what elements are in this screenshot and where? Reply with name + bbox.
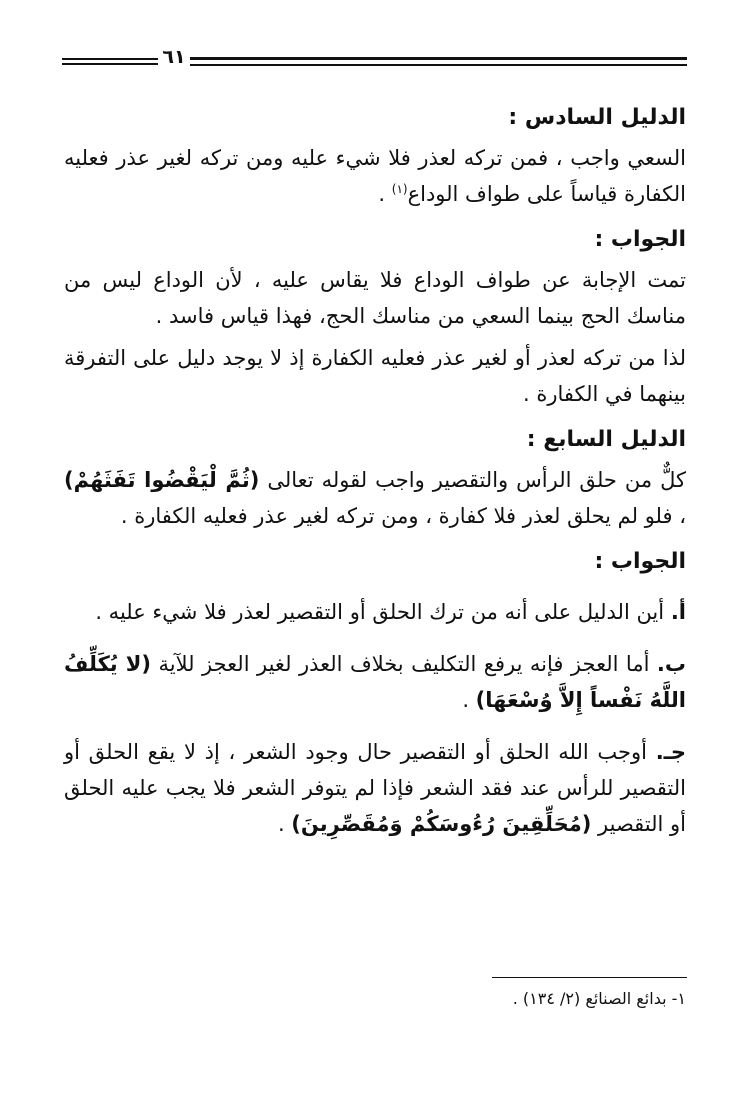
answer-seven-point-b — [64, 646, 686, 718]
header-rule-right-thick — [190, 57, 687, 60]
paragraph-answer-six-2: لذا من تركه لعذر أو لغير عذر فعليه الكفارة إذ لا يوجد دليل على التفرقة بينهما في الكفارة . — [64, 346, 686, 406]
header-rule-right-thin — [190, 64, 687, 66]
evidence-six-end: . — [378, 182, 392, 206]
header-rule-left-bottom — [62, 63, 158, 65]
page-header — [62, 46, 687, 72]
point-c-label: جـ. — [655, 740, 686, 764]
heading-answer-seven: الجواب : — [594, 549, 686, 574]
point-a-text: أين الدليل على أنه من ترك الحلق أو التقصير لعذر فلا شيء عليه . — [95, 600, 665, 624]
answer-seven-point-c — [64, 734, 686, 842]
paragraph-evidence-six — [64, 140, 686, 212]
point-b-text: أما العجز فإنه يرفع التكليف بخلاف العذر لغير العجز للآية — [158, 652, 650, 676]
point-c-end: . — [277, 812, 292, 836]
point-b-label: ب. — [656, 652, 686, 676]
quran-verse-evidence-seven: (ثُمَّ لْيَقْضُوا تَفَثَهُمْ) — [64, 468, 260, 492]
heading-evidence-six: الدليل السادس : — [508, 105, 686, 130]
point-a-label: أ. — [670, 600, 686, 624]
quran-verse-point-c: (مُحَلِّقِينَ رُءُوسَكُمْ وَمُقَصِّرِينَ) — [291, 812, 592, 836]
footnote-1: ١- بدائع الصنائع (٢/ ١٣٤) . — [512, 989, 686, 1008]
answer-seven-point-a — [64, 594, 686, 630]
evidence-six-text: السعي واجب ، فمن تركه لعذر فلا شيء عليه ومن تركه لغير عذر فعليه الكفارة قياساً على طواف الوداع — [64, 146, 686, 206]
footnote-marker: (١) — [391, 182, 408, 196]
paragraph-answer-six-1: تمت الإجابة عن طواف الوداع فلا يقاس عليه ، لأن الوداع ليس من مناسك الحج بينما السعي من مناسك الحج، فهذا قياس فاسد . — [64, 268, 686, 328]
evidence-seven-text-after: ، فلو لم يحلق لعذر فلا كفارة ، ومن تركه لغير عذر فعليه الكفارة . — [120, 504, 686, 528]
footnote-separator — [492, 977, 687, 978]
paragraph-evidence-seven — [64, 462, 686, 534]
page-number: ٦١ — [162, 46, 186, 68]
header-rule-left-top — [62, 58, 158, 60]
page-body — [64, 96, 686, 848]
heading-evidence-seven: الدليل السابع : — [526, 427, 686, 452]
point-b-end: . — [462, 688, 476, 712]
evidence-seven-text-before: كلٌّ من حلق الرأس والتقصير واجب لقوله تعالى — [267, 468, 687, 492]
quran-verse-point-b: (لا يُكَلِّفُ اللَّهُ نَفْساً إِلاَّ وُسْعَهَا) — [64, 652, 686, 712]
heading-answer-six: الجواب : — [594, 227, 686, 252]
point-c-text: أوجب الله الحلق أو التقصير حال وجود الشعر ، إذ لا يقع الحلق أو التقصير للرأس عند فقد الشعر فإذا لم يتوفر الشعر فلا يجب عليه الحلق أو التقصير — [64, 740, 686, 836]
